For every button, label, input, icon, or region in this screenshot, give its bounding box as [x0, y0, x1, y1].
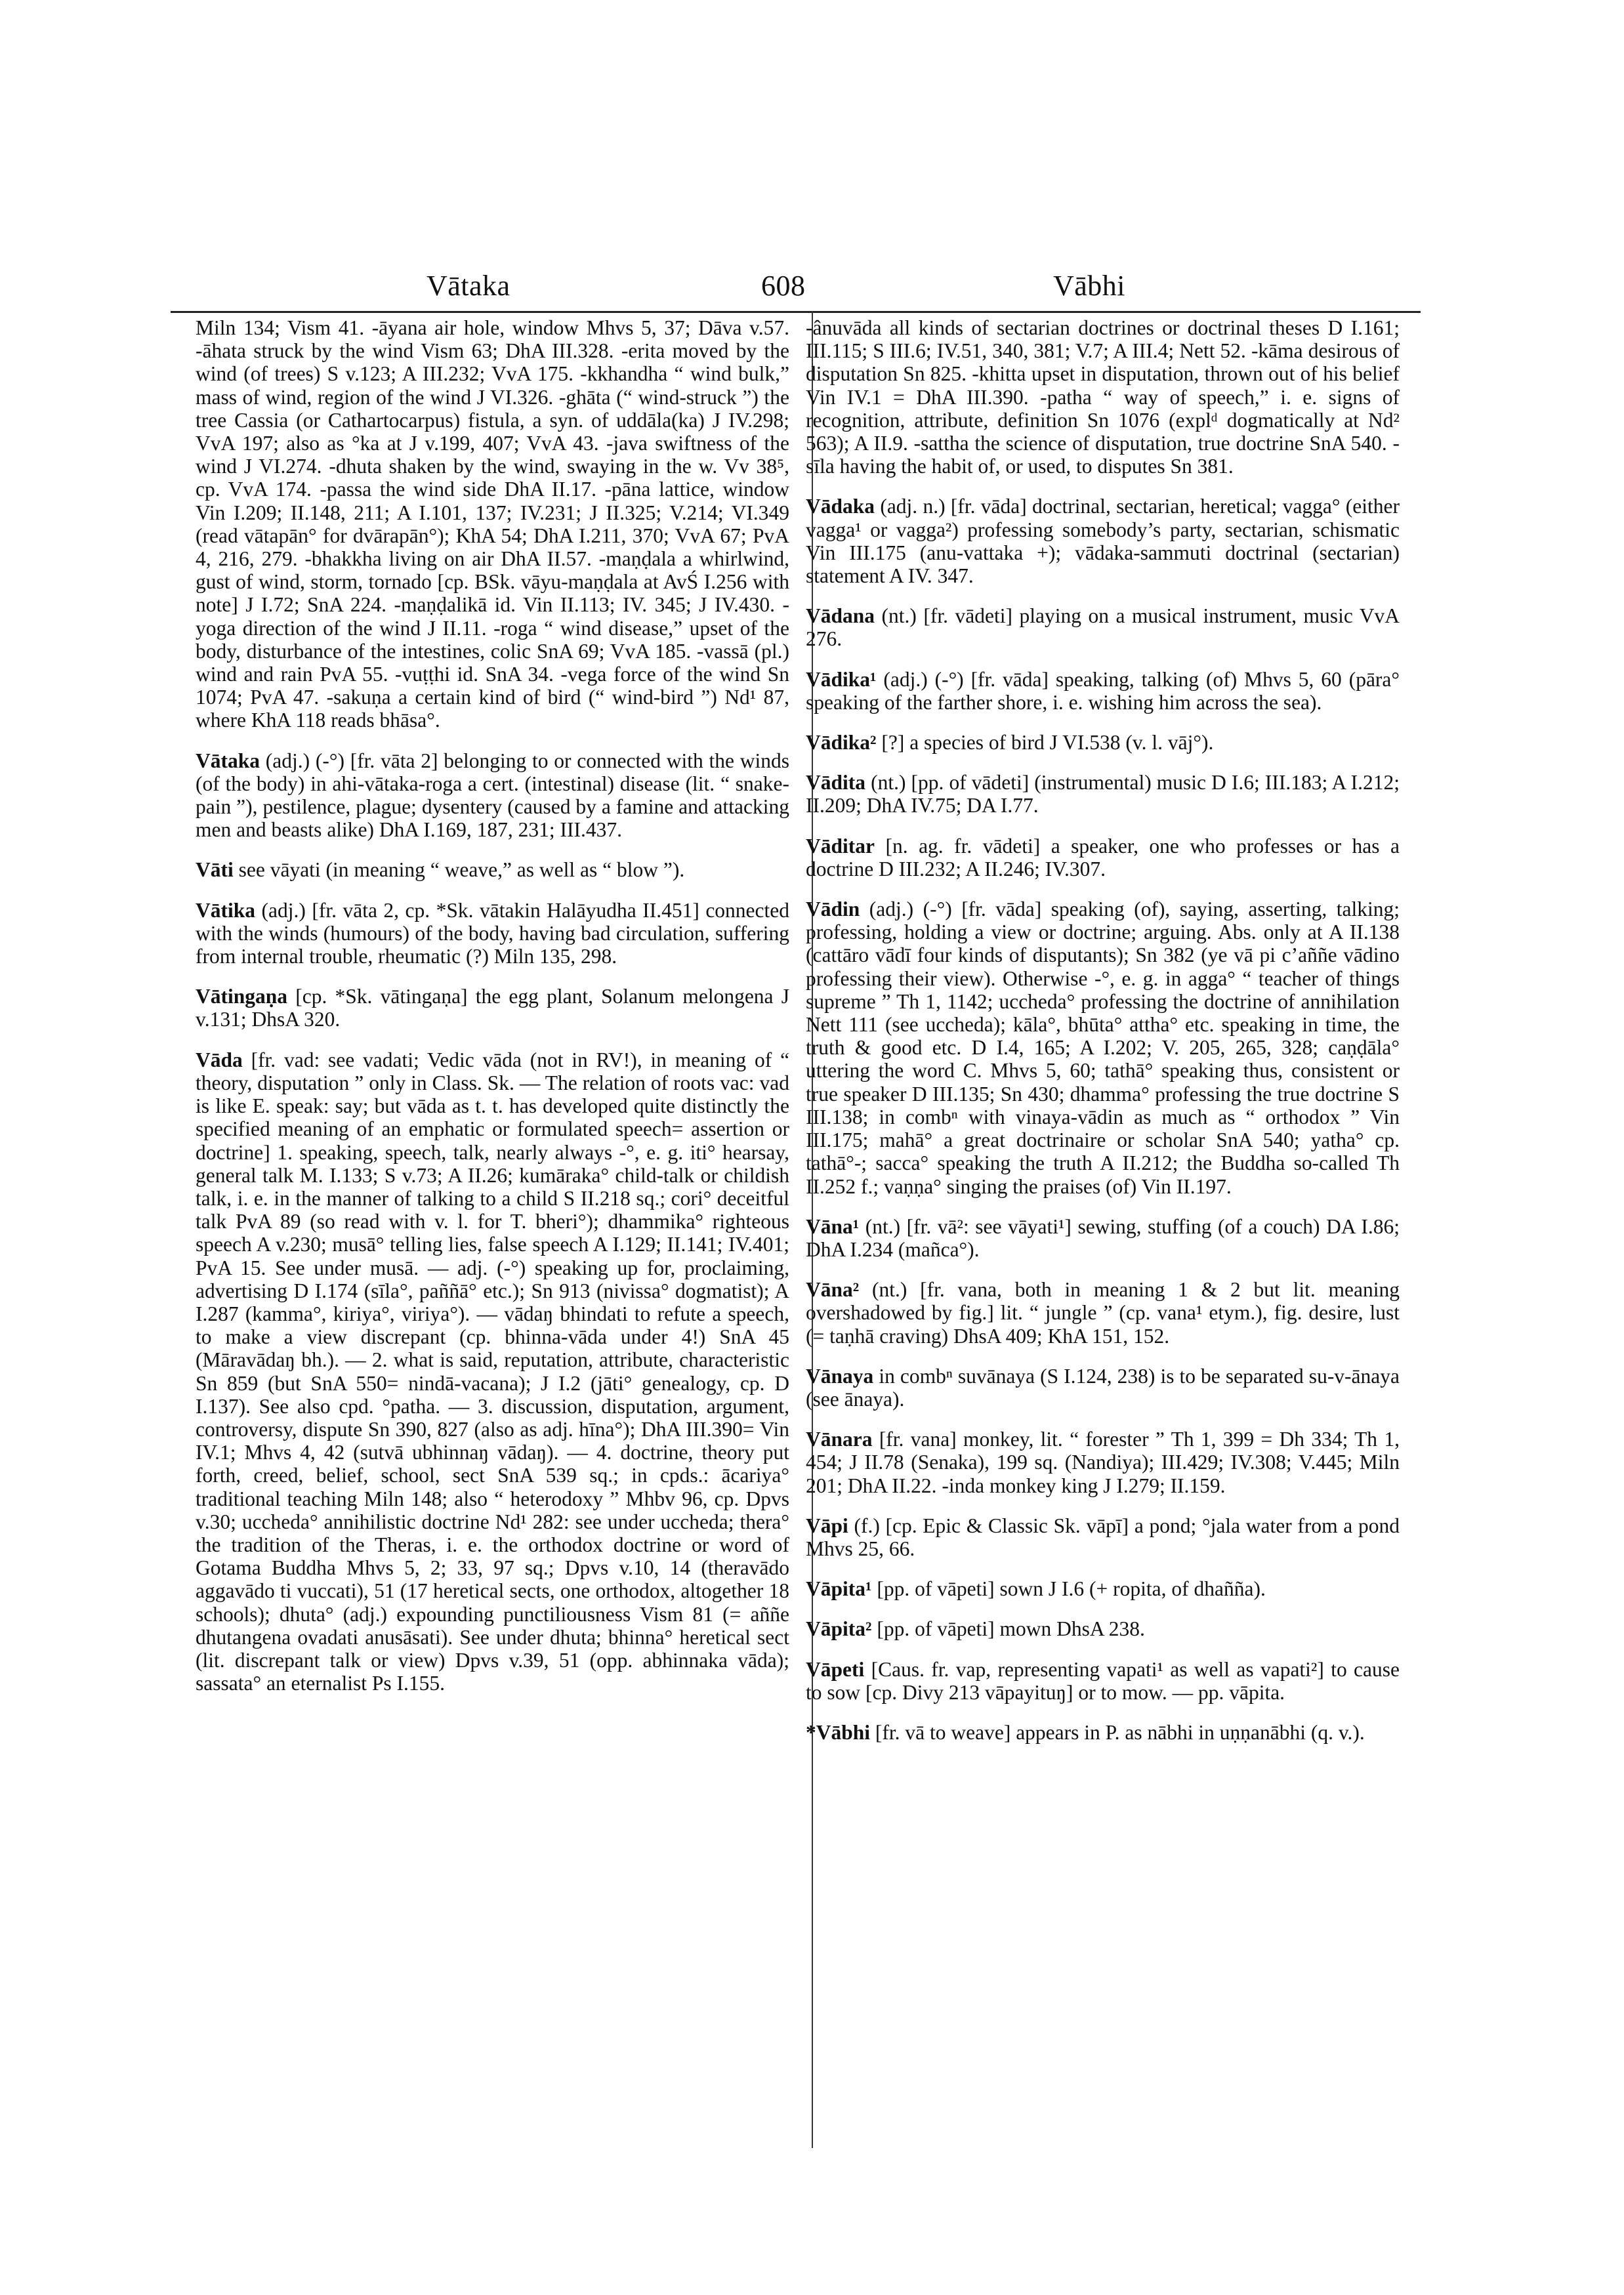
header-rule: [171, 311, 1421, 313]
entry-text: (adj. n.) [fr. vāda] doctrinal, sectarian, heretical; vagga° (either vagga¹ or vagga²) professing somebody’s party, sectarian, schismatic Vin III.175 (anu-vattaka +); vādaka-sammuti doctrinal (sectarian) statement A IV. 347.: [806, 495, 1400, 588]
entry-vapita-2: [806, 1617, 1400, 1640]
headword: Vānara: [806, 1428, 873, 1451]
entry-vanaya: [806, 1365, 1400, 1411]
headword: Vātika: [196, 898, 256, 922]
entry-vatika: [196, 899, 789, 968]
headword: Vādin: [806, 898, 860, 921]
entry-text: [fr. vā to weave] appears in P. as nābhi in uṇṇanābhi (q. v.).: [870, 1720, 1365, 1744]
running-head-right: Vābhi: [1053, 270, 1126, 302]
entry-text: (adj.) [fr. vāta 2, cp. *Sk. vātakin Halāyudha II.451] connected with the winds (humours) of the body, having bad circulation, suffering from internal trouble, rheumatic (?) Miln 135, 298.: [196, 898, 789, 968]
headword: Vāpita²: [806, 1617, 872, 1641]
entry-text: see vāyati (in meaning “ weave,” as well as “ blow ”).: [233, 858, 685, 882]
entry-text: [Caus. fr. vap, representing vapati¹ as well as vapati²] to cause to sow [cp. Divy 213 vāpayituŋ] or to mow. — pp. vāpita.: [806, 1657, 1400, 1704]
entry-vabhi: [806, 1721, 1400, 1744]
running-head-left: Vātaka: [427, 270, 510, 302]
entry-text: (f.) [cp. Epic & Classic Sk. vāpī] a pond; °jala water from a pond Mhvs 25, 66.: [806, 1514, 1400, 1560]
headword: Vāpi: [806, 1514, 848, 1537]
headword: Vāda: [196, 1048, 243, 1071]
headword: Vādana: [806, 604, 875, 628]
entry-text: [fr. vana] monkey, lit. “ forester ” Th 1, 399 = Dh 334; Th 1, 454; J II.78 (Senaka), 199 sq. (Nandiya); III.429; IV.308; V.445; Miln 201; DhA II.22. -inda monkey king J I.279; II.159.: [806, 1428, 1400, 1497]
entry-vapeti: [806, 1658, 1400, 1704]
headword: Vātaka: [196, 749, 260, 772]
entry-text: (nt.) [pp. of vādeti] (instrumental) music D I.6; III.183; A I.212; II.209; DhA IV.75; DA I.77.: [806, 771, 1400, 817]
entry-vadika-1: [806, 668, 1400, 714]
headword: Vāpeti: [806, 1657, 865, 1681]
entry-vadika-2: [806, 731, 1400, 754]
headword: Vātingaṇa: [196, 985, 288, 1008]
entry-vada: [196, 1048, 789, 1695]
entry-vataka: [196, 749, 789, 842]
entry-vana-1: [806, 1215, 1400, 1261]
entry-vaditar: [806, 835, 1400, 880]
entry-vadana: [806, 604, 1400, 650]
headword: Vāditar: [806, 834, 875, 858]
entry-text: (adj.) (-°) [fr. vāta 2] belonging to or connected with the winds (of the body) in ahi-vātaka-roga a cert. (intestinal) disease (lit. “ snake-pain ”), pestilence, plague; dysentery (caused by a famine and attacking men and beasts alike) DhA I.169, 187, 231; III.437.: [196, 749, 789, 842]
headword: Vāpita¹: [806, 1577, 872, 1601]
headword: Vāti: [196, 858, 234, 882]
headword: Vādita: [806, 771, 866, 795]
entry-vapi: [806, 1514, 1400, 1560]
continued-entry-text: -ânuvāda all kinds of sectarian doctrines or doctrinal theses D I.161; III.115; S III.6; IV.51, 340, 381; V.7; A III.4; Nett 52. -kāma desirous of disputation Sn 825. -khitta upset in disputation, thrown out of his belief Vin IV.1 = DhA III.390. -patha “ way of speech,” i. e. signs of recognition, attribute, definition Sn 1076 (explᵈ dogmatically at Nd² 563); A II.9. -sattha the science of disputation, true doctrine SnA 540. -sīla having the habit of, or used, to disputes Sn 381.: [806, 316, 1400, 478]
entry-text: (adj.) (-°) [fr. vāda] speaking (of), saying, asserting, talking; professing, holding a view or doctrine; arguing. Abs. only at A II.138 (cattāro vādī four kinds of disputants); Sn 382 (ye vā pi c’aññe vādino professing their view). Otherwise -°, e. g. in agga° “ teacher of things supreme ” Th 1, 1142; uccheda° professing the doctrine of annihilation Nett 111 (see uccheda); kāla°, bhūta° attha° etc. speaking in time, the truth & good etc. D I.4, 165; A I.202; V. 205, 265, 328; caṇḍāla° uttering the word C. Mhvs 5, 60; tathā° speaking thus, consistent or true speaker D III.135; Sn 430; dhamma° professing the true doctrine S III.138; in combⁿ with vinaya-vādin as much as “ orthodox ” Vin III.175; mahā° a great doctrinaire or scholar SnA 540; yatha° cp. tathā°-; sacca° speaking the truth A II.212; the Buddha so-called Th II.252 f.; vaṇṇa° singing the praises (of) Vin II.197.: [806, 898, 1400, 1198]
entry-vadita: [806, 771, 1400, 817]
entry-vanara: [806, 1428, 1400, 1497]
right-column: [806, 316, 1400, 1761]
entry-text: [pp. of vāpeti] mown DhsA 238.: [871, 1617, 1145, 1641]
entry-text: (nt.) [fr. vā²: see vāyati¹] sewing, stuffing (of a couch) DA I.86; DhA I.234 (mañca°).: [806, 1214, 1400, 1261]
left-column: [196, 316, 789, 1712]
entry-text: [pp. of vāpeti] sown J I.6 (+ ropita, of dhañña).: [871, 1577, 1266, 1601]
headword: Vādika²: [806, 731, 877, 755]
entry-vana-2: [806, 1278, 1400, 1348]
entry-vadaka: [806, 495, 1400, 587]
entry-vati: [196, 858, 789, 881]
headword: Vādika¹: [806, 667, 877, 691]
headword: Vādaka: [806, 495, 875, 518]
entry-text: [?] a species of bird J VI.538 (v. l. vāj°).: [876, 731, 1214, 755]
entry-vadin: [806, 898, 1400, 1198]
headword: Vāna²: [806, 1278, 860, 1302]
entry-text: (nt.) [fr. vādeti] playing on a musical instrument, music VvA 276.: [806, 604, 1400, 651]
entry-text: [n. ag. fr. vādeti] a speaker, one who professes or has a doctrine D III.232; A II.246; IV.307.: [806, 834, 1400, 880]
entry-vatingana: [196, 985, 789, 1031]
headword: Vāna¹: [806, 1214, 860, 1238]
page-number: 608: [761, 270, 806, 302]
continued-entry-text: Miln 134; Vism 41. -āyana air hole, window Mhvs 5, 37; Dāva v.57. -āhata struck by the wind Vism 63; DhA III.328. -erita moved by the wind (of trees) S v.123; A III.232; VvA 175. -kkhandha “ wind bulk,” mass of wind, region of the wind J VI.326. -ghāta (“ wind-struck ”) the tree Cassia (or Cathartocarpus) fistula, a syn. of uddāla(ka) J IV.298; VvA 197; also as °ka at J v.199, 407; VvA 43. -java swiftness of the wind J VI.274. -dhuta shaken by the wind, swaying in the w. Vv 38⁵, cp. VvA 174. -passa the wind side DhA II.17. -pāna lattice, window Vin I.209; II.148, 211; A I.101, 137; IV.231; J II.325; V.214; VI.349 (read vātapān° for dvārapān°); KhA 54; DhA I.211, 370; VvA 67; PvA 4, 216, 279. -bhakkha living on air DhA II.57. -maṇḍala a whirlwind, gust of wind, storm, tornado [cp. BSk. vāyu-maṇḍala at AvŚ I.256 with note] J I.72; SnA 224. -maṇḍalikā id. Vin II.113; IV. 345; J IV.430. -yoga direction of the wind J II.11. -roga “ wind disease,” upset of the body, disturbance of the intestines, colic SnA 69; VvA 185. -vassā (pl.) wind and rain PvA 55. -vuṭṭhi id. SnA 34. -vega force of the wind Sn 1074; PvA 47. -sakuṇa a certain kind of bird (“ wind-bird ”) Nd¹ 87, where KhA 118 reads bhāsa°.: [196, 316, 789, 732]
entry-text: [fr. vad: see vadati; Vedic vāda (not in RV!), in meaning of “ theory, disputation ” only in Class. Sk. — The relation of roots vac: vad is like E. speak: say; but vāda as t. t. has developed quite distinctly the specified meaning of an emphatic or formulated speech= assertion or doctrine] 1. speaking, speech, talk, nearly always -°, e. g. iti° hearsay, general talk M. I.133; S v.73; A II.26; kumāraka° child-talk or childish talk, i. e. in the manner of talking to a child S II.218 sq.; cori° deceitful talk PvA 89 (so read with v. l. for T. bheri°); dhammika° righteous speech A v.230; musā° telling lies, false speech A I.129; II.141; IV.401; PvA 15. See under musā. — adj. (-°) speaking up for, proclaiming, advertising D I.174 (sīla°, paññā° etc.); Sn 913 (nivissa° dogmatist); A I.287 (kamma°, kiriya°, viriya°). — vādaŋ bhindati to refute a speech, to make a view discrepant (cp. bhinna-vāda under 4!) SnA 45 (Māravādaŋ bh.). — 2. what is said, reputation, attribute, characteristic Sn 859 (but SnA 550= nindā-vacana); J I.2 (jāti° genealogy, cp. D I.137). See also cpd. °patha. — 3. discussion, disputation, argument, controversy, dispute Sn 390, 827 (also as adj. hīna°); DhA III.390= Vin IV.1; Mhvs 4, 42 (sutvā ubhinnaŋ vādaŋ). — 4. doctrine, theory put forth, creed, belief, school, sect SnA 539 sq.; in cpds.: ācariya° traditional teaching Miln 148; also “ heterodoxy ” Mhbv 96, cp. Dpvs v.30; uccheda° annihilistic doctrine Nd¹ 282: see under uccheda; thera° the tradition of the Theras, i. e. the orthodox doctrine or word of Gotama Buddha Mhvs 5, 2; 33, 97 sq.; Dpvs v.10, 14 (theravādo aggavādo ti vuccati), 51 (17 heretical sects, one orthodox, altogether 18 schools); dhuta° (adj.) expounding punctiliousness Vism 81 (= aññe dhutangena ovadati anusāsati). See under dhuta; bhinna° heretical sect (lit. discrepant talk or view) Dpvs v.39, 51 (opp. abhinnaka vāda); sassata° an eternalist Ps I.155.: [196, 1048, 789, 1695]
headword: *Vābhi: [806, 1720, 871, 1744]
headword: Vānaya: [806, 1364, 874, 1388]
entry-text: in combⁿ suvānaya (S I.124, 238) is to be separated su-v-ānaya (see ānaya).: [806, 1364, 1400, 1411]
entry-text: (nt.) [fr. vana, both in meaning 1 & 2 but lit. meaning overshadowed by fig.] lit. “ jungle ” (cp. vana¹ etym.), fig. desire, lust (= taṇhā craving) DhsA 409; KhA 151, 152.: [806, 1278, 1400, 1348]
entry-vapita-1: [806, 1577, 1400, 1600]
entry-text: (adj.) (-°) [fr. vāda] speaking, talking (of) Mhvs 5, 60 (pāra° speaking of the farther shore, i. e. wishing him across the sea).: [806, 667, 1400, 714]
entry-text: [cp. *Sk. vātingaṇa] the egg plant, Solanum melongena J v.131; DhsA 320.: [196, 985, 789, 1031]
